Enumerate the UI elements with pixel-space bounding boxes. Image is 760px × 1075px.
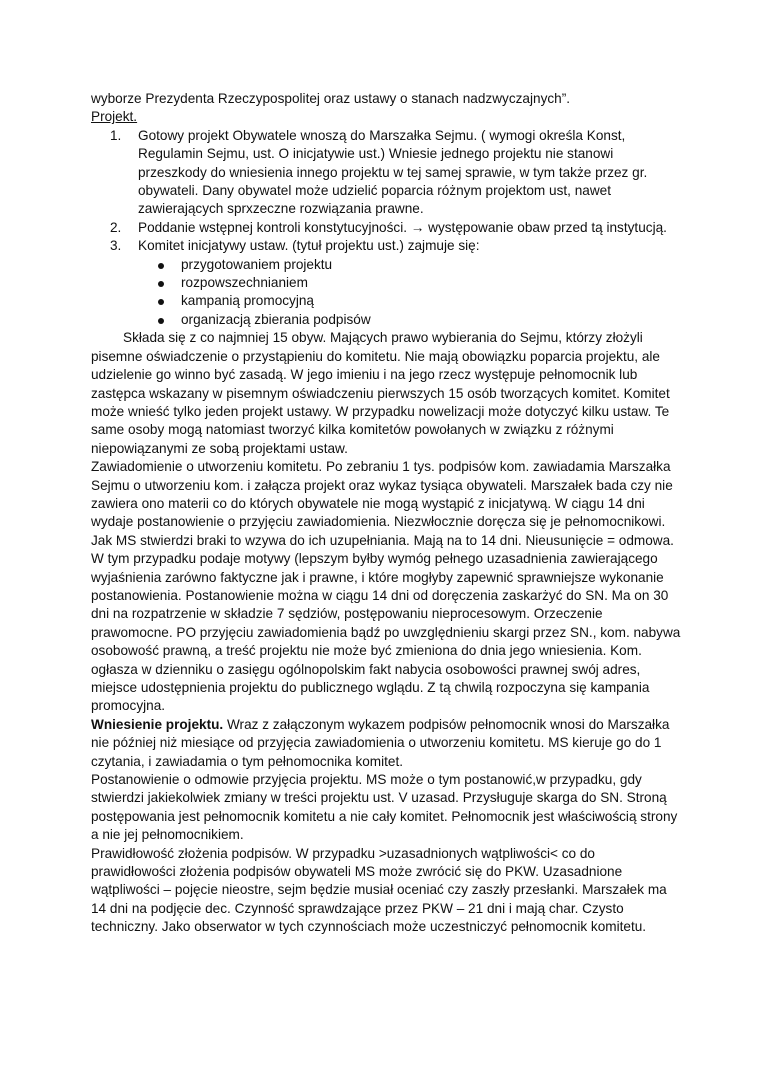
- paragraph-zawiadomienie: Zawiadomienie o utworzeniu komitetu. Po zebraniu 1 tys. podpisów kom. zawiadamia Marszałka Sejmu o utworzeniu kom. i załącza projekt oraz wykaz tysiąca obywateli. Marszałek bada czy nie zawiera ono materii co do których obywatele nie mogą wystąpić z inicjatywą. W ciągu 14 dni wydaje postanowienie o przyjęciu zawiadomienia. Niezwłocznie doręcza się je pełnomocnikowi. Jak MS stwierdzi braki to wzywa do ich uzupełniania. Mają na to 14 dni. Nieusunięcie = odmowa. W tym przypadku podaje motywy (lepszym byłby wymóg pełnego uzasadnienia zawierającego wyjaśnienia zarówno faktyczne jak i prawne, i które mogłyby zapewnić sprawniejsze wykonanie postanowienia. Postanowienie można w ciągu 14 dni od doręczenia zaskarżyć do SN. Ma on 30 dni na rozpatrzenie w składzie 7 sędziów, postępowaniu nieprocesowym. Orzeczenie prawomocne. PO przyjęciu zawiadomienia bądź po uwzględnieniu skargi przez SN., kom. nabywa osobowość prawną, a treść projektu nie może być zmieniona do dnia jego wniesienia. Kom. ogłasza w dzienniku o zasięgu ogólnopolskim fakt nabycia osobowości prawnej swój adres, miejsce udostępnienia projektu do publicznego wglądu. Z tą chwilą rozpoczyna się kampania promocyjna.: [91, 459, 681, 714]
- numbered-item-2: [91, 219, 681, 237]
- section-heading-projekt: Projekt.: [91, 109, 138, 125]
- list-number: 2.: [110, 219, 122, 235]
- list-item-text: Komitet inicjatywy ustaw. (tytuł projektu ust.) zajmuje się:: [138, 238, 480, 254]
- list-number: 1.: [110, 127, 122, 143]
- text-line-top: wyborze Prezydenta Rzeczypospolitej oraz ustawy o stanach nadzwyczajnych”.: [91, 91, 571, 106]
- bold-heading-wniesienie: Wniesienie projektu.: [91, 716, 224, 732]
- document-page: [91, 90, 681, 937]
- bullet-list: [91, 256, 681, 330]
- list-item-text: Gotowy projekt Obywatele wnoszą do Marszałka Sejmu. ( wymogi określa Konst, Regulamin Sejmu, ust. O inicjatywie ust.) Wniesie jednego projektu nie stanowi przeszkody do wniesienia innego projektu w tej samej sprawie, w tym także przez gr. obywateli. Dany obywatel może udzielić poparcia różnym projektom ust, nawet zawierających sprxzeczne rozwiązania prawne.: [138, 127, 648, 217]
- bullet-item: kampanią promocyjną: [91, 292, 681, 310]
- paragraph-odmowie: Postanowienie o odmowie przyjęcia projektu. MS może o tym postanowić,w przypadku, gdy stwierdzi jakiekolwiek zmiany w treści projektu ust. V uzasad. Przysługuje skarga do SN. Stroną postępowania jest pełnomocnik komitetu a nie cały komitet. Pełnomocnik jest właściwością strony a nie jej pełnomocnikiem.: [91, 772, 678, 843]
- numbered-item-1: [91, 127, 681, 219]
- bullet-item: rozpowszechnianiem: [91, 274, 681, 292]
- list-item-text: Poddanie wstępnej kontroli konstytucyjności. → występowanie obaw przed tą instytucją.: [138, 219, 667, 235]
- list-number: 3.: [110, 238, 122, 254]
- numbered-item-3: [91, 237, 681, 255]
- paragraph-sklada: Składa się z co najmniej 15 obyw. Mających prawo wybierania do Sejmu, którzy złożyli pisemne oświadczenie o przystąpieniu do komitetu. Nie mają obowiązku poparcia projektu, ale udzielenie go winno być zasadą. W jego imieniu i na jego rzecz występuje pełnomocnik lub zastępca wskazany w pisemnym oświadczeniu pierwszych 15 osób tworzących komitet. Komitet może wnieść tylko jeden projekt ustawy. W przypadku nowelizacji może dotyczyć kilku ustaw. Te same osoby mogą natomiast tworzyć kilka komitetów powołanych w związku z różnymi niepowiązanymi ze sobą projektami ustaw.: [91, 330, 670, 456]
- bullet-dot-icon: [158, 281, 164, 287]
- bullet-item: przygotowaniem projektu: [91, 256, 681, 274]
- wniesienie-text: Wraz z załączonym wykazem podpisów pełnomocnik wnosi do Marszałka nie później niż miesiące od przyjęcia zawiadomienia o utworzeniu komitetu. MS kieruje go do 1 czytania, i zawiadamia o tym pełnomocnika komitet.: [91, 716, 670, 769]
- bullet-dot-icon: [158, 299, 164, 305]
- paragraph-prawidlowosc: Prawidłowość złożenia podpisów. W przypadku >uzasadnionych wątpliwości< co do prawidłowości złożenia podpisów obywateli MS może zwrócić się do PKW. Uzasadnione wątpliwości – pojęcie nieostre, sejm będzie musiał oceniać czy zaszły przesłanki. Marszałek ma 14 dni na podjęcie dec. Czynność sprawdzające przez PKW – 21 dni i mają char. Czysto techniczny. Jako obserwator w tych czynnościach może uczestniczyć pełnomocnik komitetu.: [91, 845, 667, 935]
- numbered-list: [91, 127, 681, 256]
- bullet-dot-icon: [158, 318, 164, 324]
- bullet-dot-icon: [158, 263, 164, 269]
- paragraph-wniesienie: [91, 716, 681, 771]
- bullet-item: organizacją zbierania podpisów: [91, 311, 681, 329]
